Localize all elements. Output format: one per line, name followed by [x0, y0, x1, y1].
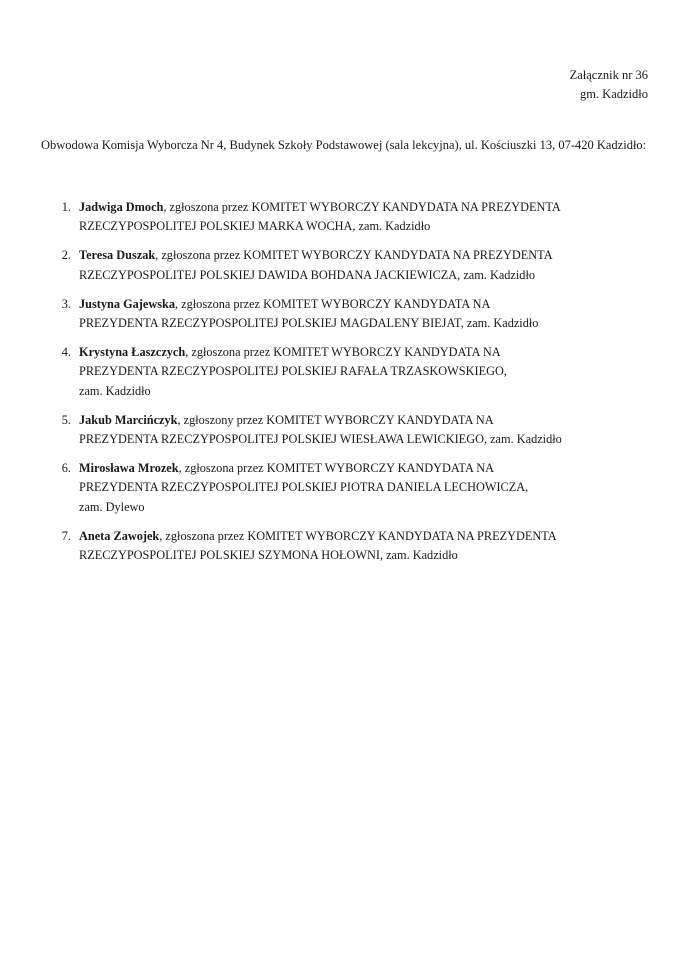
candidate-line-1 — [79, 527, 649, 546]
candidate-line-1 — [79, 246, 649, 265]
candidate-name: Aneta Zawojek — [79, 528, 160, 543]
list-item-body — [79, 411, 649, 449]
candidate-nomination-text: , zgłoszona przez KOMITET WYBORCZY KANDYDATA NA — [175, 296, 491, 311]
candidate-line-3: zam. Kadzidło — [79, 383, 151, 398]
list-item — [41, 459, 649, 517]
list-item-body — [79, 198, 649, 236]
commission-members-list — [41, 198, 649, 575]
candidate-nomination-text: , zgłoszona przez KOMITET WYBORCZY KANDYDATA NA — [185, 345, 501, 360]
candidate-line-1 — [79, 295, 649, 314]
candidate-nomination-text: , zgłoszona przez KOMITET WYBORCZY KANDYDATA NA PREZYDENTA — [159, 528, 557, 543]
list-item-number: 4. — [61, 345, 71, 360]
candidate-nomination-text: , zgłoszona przez KOMITET WYBORCZY KANDYDATA NA PREZYDENTA — [155, 248, 553, 263]
candidate-line-2: RZECZYPOSPOLITEJ POLSKIEJ MARKA WOCHA, zam. Kadzidło — [79, 219, 431, 234]
candidate-line-2: PREZYDENTA RZECZYPOSPOLITEJ POLSKIEJ MAGDALENY BIEJAT, zam. Kadzidło — [79, 316, 539, 331]
list-item-number: 5. — [61, 412, 71, 427]
candidate-line-2: RZECZYPOSPOLITEJ POLSKIEJ DAWIDA BOHDANA JACKIEWICZA, zam. Kadzidło — [79, 267, 536, 282]
list-item — [41, 246, 649, 284]
candidate-name: Teresa Duszak — [79, 248, 156, 263]
candidate-nomination-text: , zgłoszona przez KOMITET WYBORCZY KANDYDATA NA PREZYDENTA — [163, 200, 561, 214]
list-item-number: 1. — [61, 200, 71, 214]
candidate-name: Justyna Gajewska — [79, 296, 175, 311]
list-item-body — [79, 459, 649, 517]
list-item-body — [79, 295, 649, 333]
candidate-line-1 — [79, 343, 649, 362]
candidate-name: Jakub Marcińczyk — [79, 412, 178, 427]
candidate-nomination-text: , zgłoszony przez KOMITET WYBORCZY KANDYDATA NA — [177, 412, 494, 427]
candidate-line-3: zam. Dylewo — [79, 499, 145, 514]
list-item-number: 3. — [61, 296, 71, 311]
attachment-number: Załącznik nr 36 — [569, 68, 648, 82]
candidate-line-2: RZECZYPOSPOLITEJ POLSKIEJ SZYMONA HOŁOWNI, zam. Kadzidło — [79, 548, 458, 563]
candidate-line-1 — [79, 411, 649, 430]
list-item-body — [79, 246, 649, 284]
list-item — [41, 343, 649, 401]
candidate-name: Mirosława Mrozek — [79, 461, 179, 476]
municipality-name: gm. Kadzidło — [579, 87, 648, 101]
candidate-line-2: PREZYDENTA RZECZYPOSPOLITEJ POLSKIEJ WIESŁAWA LEWICKIEGO, zam. Kadzidło — [79, 432, 562, 447]
list-item-number: 7. — [61, 528, 71, 543]
candidate-name: Jadwiga Dmoch — [79, 200, 164, 214]
candidate-line-1 — [79, 198, 649, 217]
list-item — [41, 198, 649, 236]
commission-intro-paragraph: Obwodowa Komisja Wyborcza Nr 4, Budynek Szkoły Podstawowej (sala lekcyjna), ul. Kościuszki 13, 07-420 Kadzidło: — [41, 137, 647, 152]
list-item — [41, 295, 649, 333]
candidate-name: Krystyna Łaszczych — [79, 345, 186, 360]
list-item — [41, 527, 649, 565]
candidate-line-2: PREZYDENTA RZECZYPOSPOLITEJ POLSKIEJ RAFAŁA TRZASKOWSKIEGO, — [79, 364, 507, 379]
candidate-line-1 — [79, 459, 649, 478]
candidate-nomination-text: , zgłoszona przez KOMITET WYBORCZY KANDYDATA NA — [178, 461, 494, 476]
document-header — [570, 66, 648, 104]
list-item-number: 2. — [61, 248, 71, 263]
list-item-body — [79, 343, 649, 401]
list-item-body — [79, 527, 649, 565]
list-item-number: 6. — [61, 461, 71, 476]
candidate-line-2: PREZYDENTA RZECZYPOSPOLITEJ POLSKIEJ PIOTRA DANIELA LECHOWICZA, — [79, 480, 529, 495]
list-item — [41, 411, 649, 449]
